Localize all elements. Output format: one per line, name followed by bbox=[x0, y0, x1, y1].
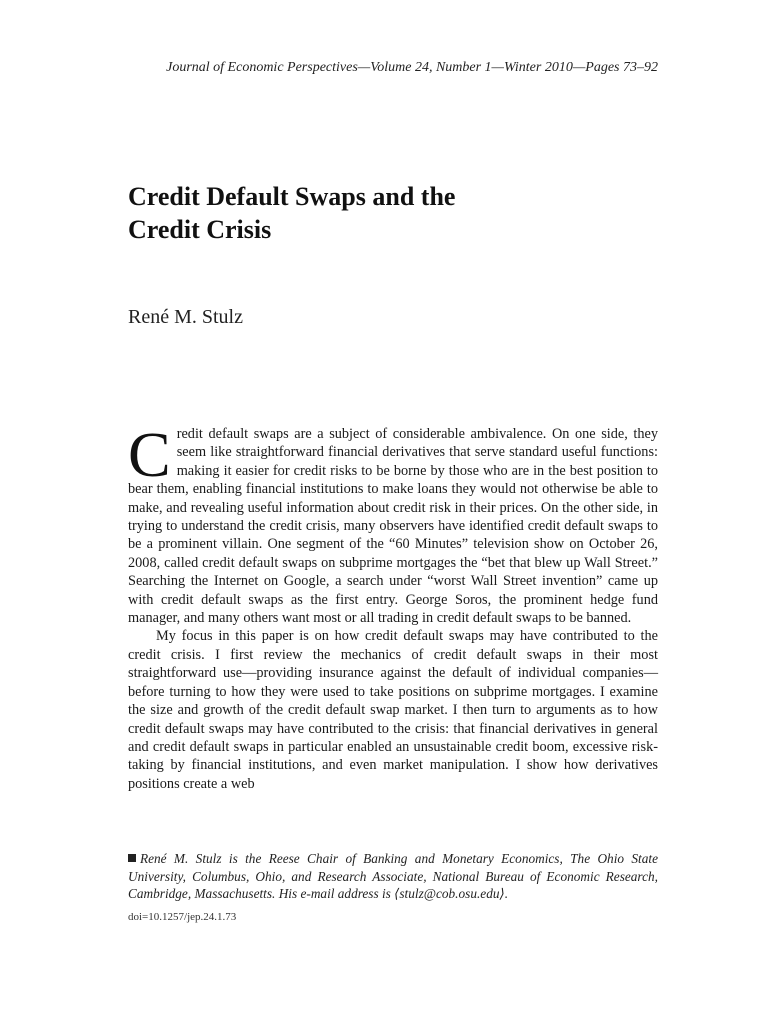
author-footnote bbox=[128, 850, 658, 903]
author-name: René M. Stulz bbox=[128, 306, 243, 328]
doi-label: doi=10.1257/jep.24.1.73 bbox=[128, 911, 237, 923]
paragraph-1 bbox=[128, 419, 658, 627]
paragraph-1-text: redit default swaps are a subject of considerable ambivalence. On one side, they seem like straightforward financial derivatives that serve standard useful functions: making it easier for credit risks to be borne by those who are in the best position to bear them, enabling financial institutions to make loans they would not otherwise be able to make, and revealing useful information about credit risk in their prices. On the other side, in trying to understand the credit crisis, many observers have identified credit default swaps to be a prominent villain. One segment of the “60 Minutes” television show on October 26, 2008, called credit default swaps on subprime mortgages the “bet that blew up Wall Street.” Searching the Internet on Google, a search under “worst Wall Street invention” came up with credit default swaps as the first entry. George Soros, the prominent hedge fund manager, and many others want most or all trading in credit default swaps to be banned. bbox=[128, 426, 658, 627]
drop-cap: C bbox=[128, 419, 171, 490]
paragraph-2: My focus in this paper is on how credit default swaps may have contributed to the credit crisis. I first review the mechanics of credit default swaps in their most straightforward use—providing insurance against the default of individual companies—before turning to how they were used to take positions on subprime mortgages. I examine the size and growth of the credit default swap market. I then turn to arguments as to how credit default swaps may have contributed to the crisis: that financial derivatives in general and credit default swaps in particular enabled an unsustainable credit boom, excessive risk-taking by financial institutions, and even market manipulation. I show how derivatives positions create a web bbox=[128, 628, 658, 792]
title-line-1: Credit Default Swaps and the bbox=[128, 182, 456, 211]
running-head: Journal of Economic Perspectives—Volume 24, Number 1—Winter 2010—Pages 73–92 bbox=[166, 60, 658, 75]
square-bullet-icon bbox=[128, 854, 136, 862]
article-body bbox=[128, 419, 658, 793]
footnote-text: René M. Stulz is the Reese Chair of Banking and Monetary Economics, The Ohio State University, Columbus, Ohio, and Research Associate, National Bureau of Economic Research, Cambridge, Massachusetts. His e-mail address is ⟨stulz@cob.osu.edu⟩. bbox=[128, 851, 658, 901]
title-line-2: Credit Crisis bbox=[128, 215, 272, 244]
article-title bbox=[128, 180, 648, 246]
